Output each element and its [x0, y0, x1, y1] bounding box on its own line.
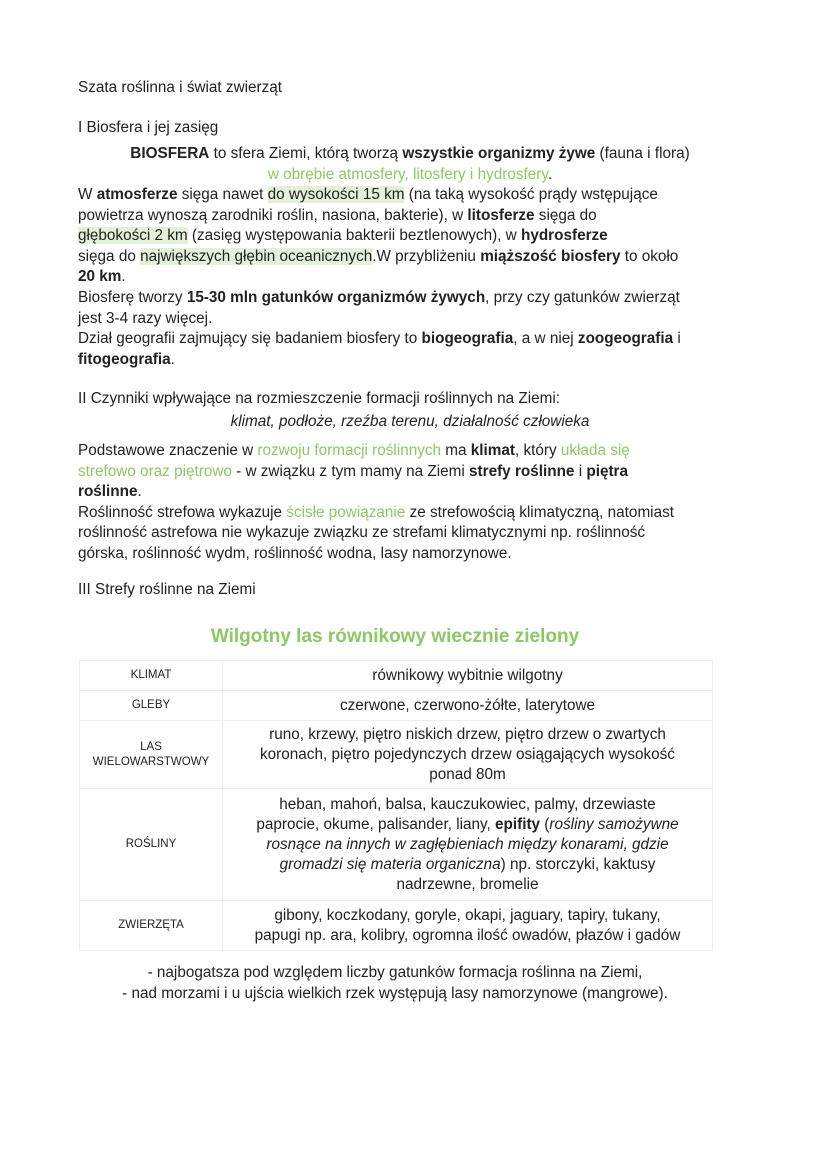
factors-list: klimat, podłoże, rzeźba terenu, działalność człowieka — [230, 413, 590, 430]
text-run: , przy czy gatunków zwierząt — [485, 288, 680, 306]
text-run: paprocie, okume, palisander, liany, — [256, 815, 496, 833]
bold-text-run: hydrosferze — [520, 227, 608, 245]
text-run: W — [78, 186, 97, 203]
text-run: . — [121, 268, 126, 286]
text-line — [229, 745, 706, 765]
text-run: .W przybliżeniu — [372, 247, 481, 265]
text-run: . — [137, 483, 142, 501]
text-line — [78, 288, 742, 309]
text-line — [78, 350, 742, 371]
text-line — [229, 875, 706, 895]
bold-text-run: 20 km — [78, 268, 122, 286]
text-line — [78, 482, 742, 503]
factors-description — [78, 441, 742, 565]
text-run: , a w niej — [513, 330, 578, 348]
text-run: . — [547, 165, 553, 183]
row-label: GLEBY — [80, 691, 223, 721]
text-line — [78, 165, 742, 186]
text-line — [229, 855, 706, 875]
table-row — [80, 901, 713, 951]
table-row — [80, 789, 713, 901]
text-line — [78, 144, 742, 165]
green-text-run: układa się — [560, 442, 630, 459]
text-run: Roślinność strefowa wykazuje — [78, 503, 287, 521]
bold-text-run: miąższość biosfery — [480, 247, 621, 265]
text-run: , który — [515, 442, 561, 459]
text-line — [229, 835, 706, 855]
bold-text-run: fitogeografia — [78, 350, 171, 368]
row-value — [223, 789, 713, 901]
text-run: i — [673, 330, 681, 348]
text-run: sięga do — [534, 206, 597, 224]
text-run: równikowy wybitnie wilgotny — [372, 666, 563, 684]
bold-text-run: strefy roślinne — [469, 462, 575, 480]
text-run: sięga nawet — [177, 186, 268, 203]
text-run: i — [574, 462, 587, 480]
table-row — [80, 661, 713, 691]
text-line — [78, 185, 742, 206]
row-value — [223, 691, 713, 721]
text-run: runo, krzewy, piętro niskich drzew, piętro drzew o zwartych — [269, 725, 666, 743]
text-line — [229, 765, 706, 785]
text-run: ) np. storczyki, kaktusy — [500, 855, 656, 873]
text-run: powietrza wynoszą zarodniki roślin, nasiona, bakterie), w — [78, 206, 468, 224]
bold-text-run: wszystkie organizmy żywe — [402, 145, 596, 162]
text-run: gibony, koczkodany, goryle, okapi, jaguary, tapiry, tukany, — [274, 906, 661, 924]
text-line — [229, 906, 706, 926]
text-run: ( — [540, 815, 550, 833]
bold-text-run: BIOSFERA — [130, 145, 210, 162]
text-run: (fauna i flora) — [595, 145, 690, 162]
biosphere-definition — [78, 144, 742, 185]
text-line — [78, 267, 742, 288]
text-run: ponad 80m — [429, 765, 506, 783]
text-line — [229, 696, 706, 716]
text-line — [78, 544, 742, 565]
table-row — [80, 721, 713, 789]
bold-text-run: litosferze — [467, 206, 535, 224]
hl-text-run: głębokości 2 km — [78, 227, 188, 245]
text-run: heban, mahoń, balsa, kauczukowiec, palmy, drzewiaste — [279, 795, 656, 813]
green-text-run: w obrębie atmosfery, litosfery i hydrosfery — [267, 165, 548, 183]
text-run: (zasięg występowania bakterii beztlenowych), w — [187, 227, 521, 245]
hl-text-run: największych głębin oceanicznych — [140, 247, 373, 265]
section-1-heading: I Biosfera i jej zasięg — [78, 119, 219, 136]
ital-text-run: rośliny samożywne — [549, 815, 679, 833]
text-line — [78, 523, 742, 544]
text-run: roślinność astrefowa nie wykazuje związku ze strefami klimatycznymi np. roślinność — [78, 524, 646, 542]
table-row — [80, 691, 713, 721]
text-run: - w związku z tym mamy na Ziemi — [231, 462, 470, 480]
zone-table — [79, 660, 713, 951]
text-run: . — [170, 350, 175, 368]
row-value — [223, 901, 713, 951]
text-run: Podstawowe znaczenie w — [78, 442, 258, 459]
text-run: papugi np. ara, kolibry, ogromna ilość owadów, płazów i gadów — [254, 926, 681, 944]
text-line — [78, 503, 742, 524]
bold-text-run: atmosferze — [96, 186, 178, 203]
text-run: Dział geografii zajmujący się badaniem biosfery to — [78, 330, 422, 348]
text-line — [229, 725, 706, 745]
text-run: Biosferę tworzy — [78, 288, 187, 306]
hl-text-run: do wysokości 15 km — [267, 186, 405, 203]
text-run: to sfera Ziemi, którą tworzą — [209, 145, 403, 162]
biosphere-description — [78, 185, 742, 370]
green-text-run: strefowo oraz piętrowo — [78, 462, 232, 480]
text-line — [78, 462, 742, 483]
text-line — [78, 309, 742, 330]
bold-text-run: epifity — [495, 815, 541, 833]
text-run: górska, roślinność wydm, roślinność wodna, lasy namorzynowe. — [78, 544, 512, 562]
row-label: ZWIERZĘTA — [80, 901, 223, 951]
text-line — [78, 226, 742, 247]
zone-notes — [78, 963, 712, 1004]
bold-text-run: 15-30 mln gatunków organizmów żywych — [186, 288, 486, 306]
green-text-run: ścisłe powiązanie — [286, 503, 406, 521]
text-line — [229, 926, 706, 946]
row-value — [223, 721, 713, 789]
text-line — [78, 206, 742, 227]
row-label: KLIMAT — [80, 661, 223, 691]
text-run: to około — [620, 247, 679, 265]
ital-text-run: rosnące na innych w zagłębieniach między konarami, gdzie — [266, 835, 669, 853]
note: - najbogatsza pod względem liczby gatunków formacja roślinna na Ziemi, — [147, 964, 643, 981]
text-run: sięga do — [78, 247, 141, 265]
text-line — [229, 666, 706, 686]
bold-text-run: piętra — [586, 462, 629, 480]
text-run: nadrzewne, bromelie — [396, 875, 539, 893]
row-label: ROŚLINY — [80, 789, 223, 901]
ital-text-run: gromadzi się materia organiczna — [279, 855, 501, 873]
text-run: koronach, piętro pojedynczych drzew osiągających wysokość — [260, 745, 675, 763]
bold-text-run: klimat — [470, 442, 516, 459]
zone-title: Wilgotny las równikowy wiecznie zielony — [210, 626, 580, 647]
text-line — [78, 441, 742, 462]
section-3-heading: III Strefy roślinne na Ziemi — [78, 581, 256, 598]
row-value — [223, 661, 713, 691]
text-run: jest 3-4 razy więcej. — [78, 309, 213, 327]
document-title: Szata roślinna i świat zwierząt — [78, 79, 283, 96]
text-run: czerwone, czerwono-żółte, laterytowe — [339, 696, 596, 714]
text-line — [78, 329, 742, 350]
bold-text-run: biogeografia — [421, 330, 514, 348]
note: - nad morzami i u ujścia wielkich rzek występują lasy namorzynowe (mangrowe). — [122, 984, 668, 1002]
section-2-heading: II Czynniki wpływające na rozmieszczenie formacji roślinnych na Ziemi: — [78, 390, 561, 407]
bold-text-run: zoogeografia — [577, 330, 674, 348]
bold-text-run: roślinne — [78, 483, 138, 501]
text-line — [229, 795, 706, 815]
green-text-run: rozwoju formacji roślinnych — [257, 442, 442, 459]
row-label: LAS WIELOWARSTWOWY — [80, 721, 223, 789]
text-line — [78, 247, 742, 268]
text-line — [229, 815, 706, 835]
text-run: ze strefowością klimatyczną, natomiast — [405, 503, 674, 521]
text-run: (na taką wysokość prądy wstępujące — [404, 186, 658, 203]
text-run: ma — [441, 442, 471, 459]
